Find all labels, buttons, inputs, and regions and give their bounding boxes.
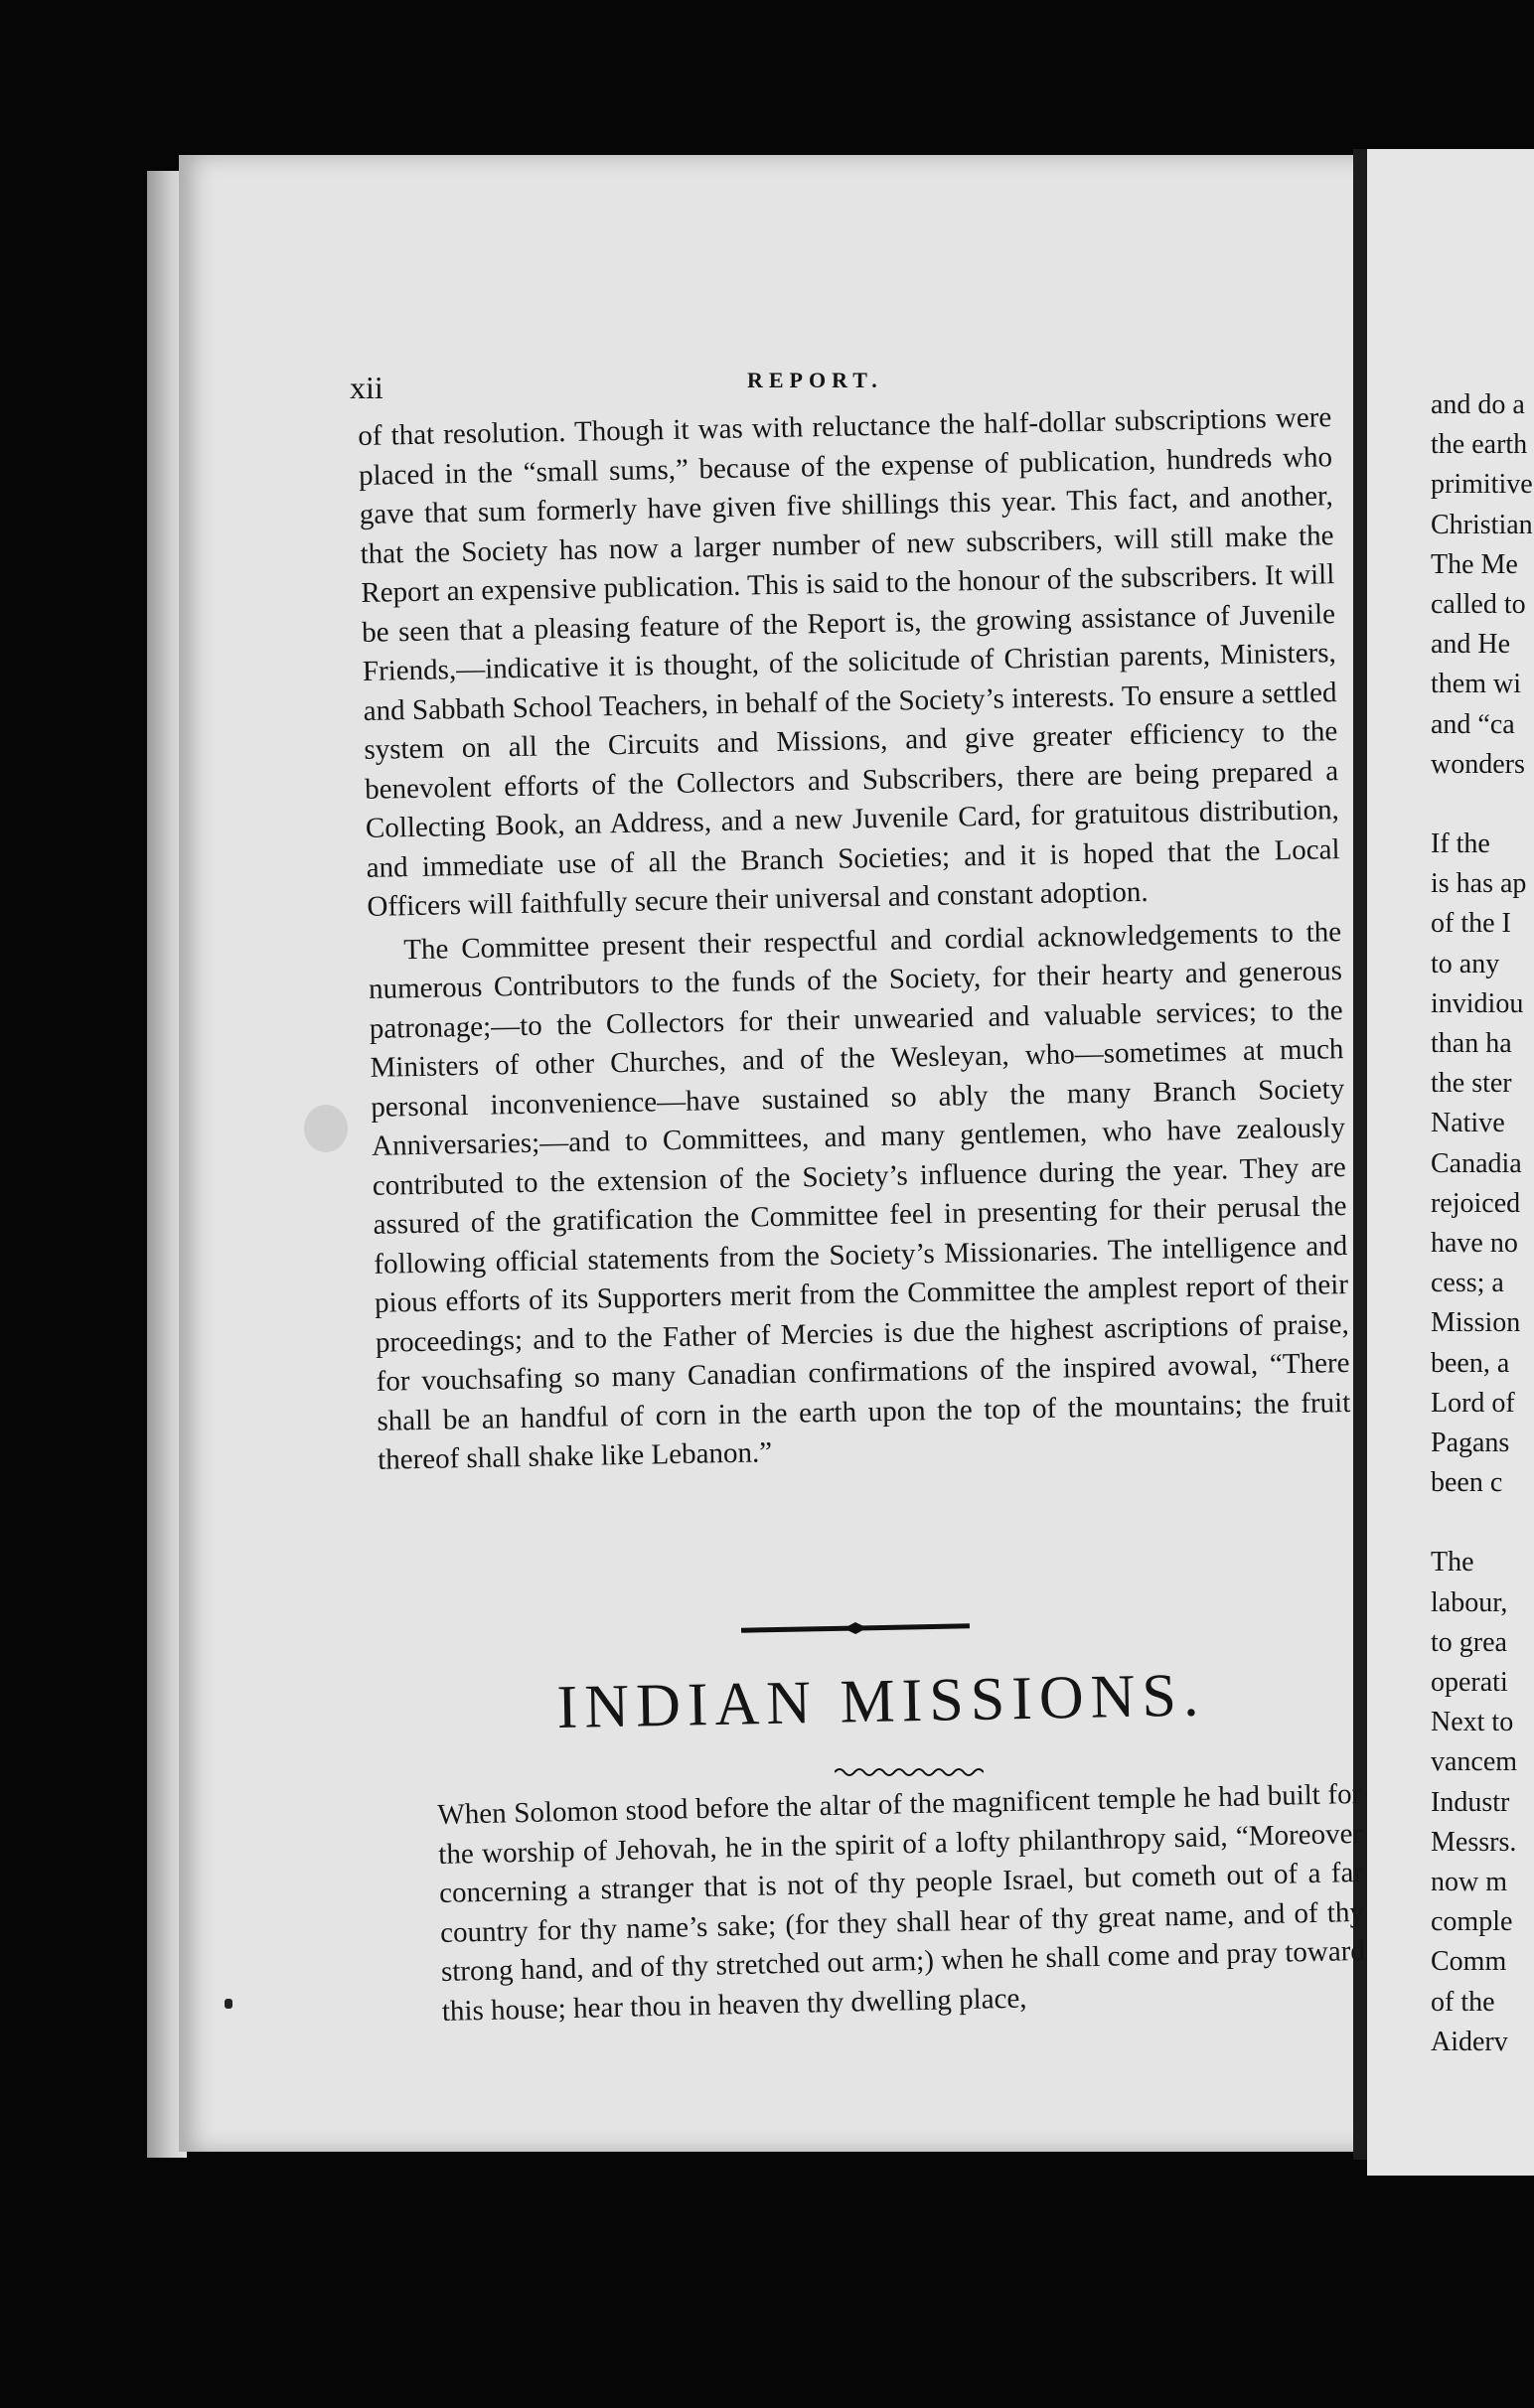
facing-page-line: primitive bbox=[1431, 469, 1533, 501]
facing-page-line: to any bbox=[1431, 948, 1500, 979]
facing-page-line: been, a bbox=[1431, 1347, 1510, 1379]
report-paragraph: The Committee present their respectful and cordial acknowledgements to the numerous Contributors to the funds of the Society, for their hearty and generous patronage;—to the Collectors for their unwearied and valuable services; to the Ministers of other Churches, and of the Wesleyan, who—sometimes at much personal inconvenience—have sustained so ably the many Branch Society Anniversaries;—and to Committees, and many gentlemen, who have zealously contributed to the extension of the Society’s influence during the year. They are assured of the gratification the Committee feel in presenting for their perusal the following official statements from the Society’s Missionaries. The intelligence and pious efforts of its Supporters merit from the Committee the amplest report of their proceedings; and to the Father of Mercies is due the highest ascriptions of praise, for vouchsafing so many Canadian confirmations of the inspired avowal, “There shall be an handful of corn in the earth upon the top of the mountains; the fruit thereof shall shake like Lebanon.” bbox=[368, 915, 1351, 1476]
facing-page-line: Industr bbox=[1431, 1786, 1510, 1818]
report-body bbox=[358, 398, 1351, 1480]
facing-page-line: Native bbox=[1431, 1108, 1505, 1139]
facing-page-line: called to bbox=[1431, 588, 1526, 620]
facing-page-line: rejoiced bbox=[1431, 1187, 1521, 1219]
facing-page-line: Christian bbox=[1431, 509, 1533, 540]
facing-page-line: labour, bbox=[1431, 1586, 1508, 1618]
paper-smudge bbox=[304, 1105, 348, 1152]
section-body bbox=[437, 1775, 1366, 2032]
facing-page-line: now m bbox=[1431, 1866, 1507, 1897]
wavy-rule bbox=[835, 1764, 984, 1778]
facing-page-line: invidiou bbox=[1431, 987, 1524, 1019]
facing-page-line: Next to bbox=[1431, 1707, 1514, 1738]
facing-page-line: to grea bbox=[1431, 1626, 1507, 1658]
facing-page-line: wonders bbox=[1431, 748, 1525, 780]
report-paragraph: of that resolution. Though it was with reluctance the half-dollar subscriptions were placed in the “small sums,” because of the expense of publication, hundreds who gave that sum formerly have given five shillings this year. This fact, and another, that the Society has now a larger number of new subscribers, will still make the Report an expensive publication. This is said to the honour of the subscribers. It will be seen that a pleasing feature of the Report is, the growing assistance of Juvenile Friends,—indicative it is thought, of the solicitude of Christian parents, Ministers, and Sabbath School Teachers, in behalf of the Society’s interests. To ensure a settled system on all the Circuits and Missions, and give greater efficiency to the benevolent efforts of the Collectors and Subscribers, there are being prepared a Collecting Book, an Address, and a new Juvenile Card, for gratuitous distribution, and immediate use of all the Branch Societies; and it is hoped that the Local Officers will faithfully secure their universal and constant adoption. bbox=[358, 401, 1340, 923]
facing-page-line: Aiderv bbox=[1431, 2026, 1508, 2057]
facing-page-line: have no bbox=[1431, 1227, 1518, 1259]
page-number: xii bbox=[350, 370, 384, 405]
facing-page-line: Lord of bbox=[1431, 1387, 1515, 1419]
facing-page-line: comple bbox=[1431, 1906, 1513, 1938]
facing-page-line: Comm bbox=[1431, 1946, 1507, 1978]
facing-page-line: operati bbox=[1431, 1667, 1508, 1698]
facing-page-line: cess; a bbox=[1431, 1268, 1504, 1299]
facing-page-line: of the I bbox=[1431, 908, 1511, 940]
facing-page-line: been c bbox=[1431, 1467, 1503, 1499]
facing-page-line: of the bbox=[1431, 1986, 1495, 2018]
facing-page-line: If the bbox=[1431, 828, 1490, 860]
facing-page-line: than ha bbox=[1431, 1028, 1512, 1059]
page-header bbox=[350, 362, 1294, 405]
facing-page-line bbox=[1431, 1503, 1534, 1543]
facing-page-line: Messrs. bbox=[1431, 1826, 1517, 1858]
facing-page-line: Canadia bbox=[1431, 1147, 1522, 1179]
facing-page-line: them wi bbox=[1431, 669, 1521, 700]
section-paragraph: When Solomon stood before the altar of the magnificent temple he had built for the worship of Jehovah, he in the spirit of a lofty philanthropy said, “Moreover concerning a stranger that is not of thy people Israel, but cometh out of a far country for thy name’s sake; (for they shall hear of thy great name, and of thy strong hand, and of thy stretched out arm;) when he shall come and pray toward this house; hear thou in heaven thy dwelling place, bbox=[437, 1777, 1366, 2028]
facing-page-line: The Me bbox=[1431, 548, 1518, 580]
margin-mark bbox=[225, 1999, 232, 2009]
facing-page-line: the earth bbox=[1431, 429, 1528, 461]
section-title: INDIAN MISSIONS. bbox=[556, 1661, 1207, 1741]
facing-page-line: and “ca bbox=[1431, 708, 1515, 740]
facing-page-line: The bbox=[1431, 1547, 1474, 1579]
facing-page-line: the ster bbox=[1431, 1068, 1512, 1100]
facing-page-line: and He bbox=[1431, 629, 1511, 661]
facing-page-line: and do a bbox=[1431, 389, 1525, 420]
facing-page-line: vancem bbox=[1431, 1746, 1518, 1778]
facing-page-line bbox=[1431, 785, 1534, 825]
facing-page-line: Pagans bbox=[1431, 1427, 1510, 1458]
facing-page-line: Mission bbox=[1431, 1307, 1521, 1339]
facing-page-line: is has ap bbox=[1431, 868, 1527, 900]
facing-page-text bbox=[1431, 385, 1534, 2062]
running-head: REPORT. bbox=[747, 368, 883, 392]
